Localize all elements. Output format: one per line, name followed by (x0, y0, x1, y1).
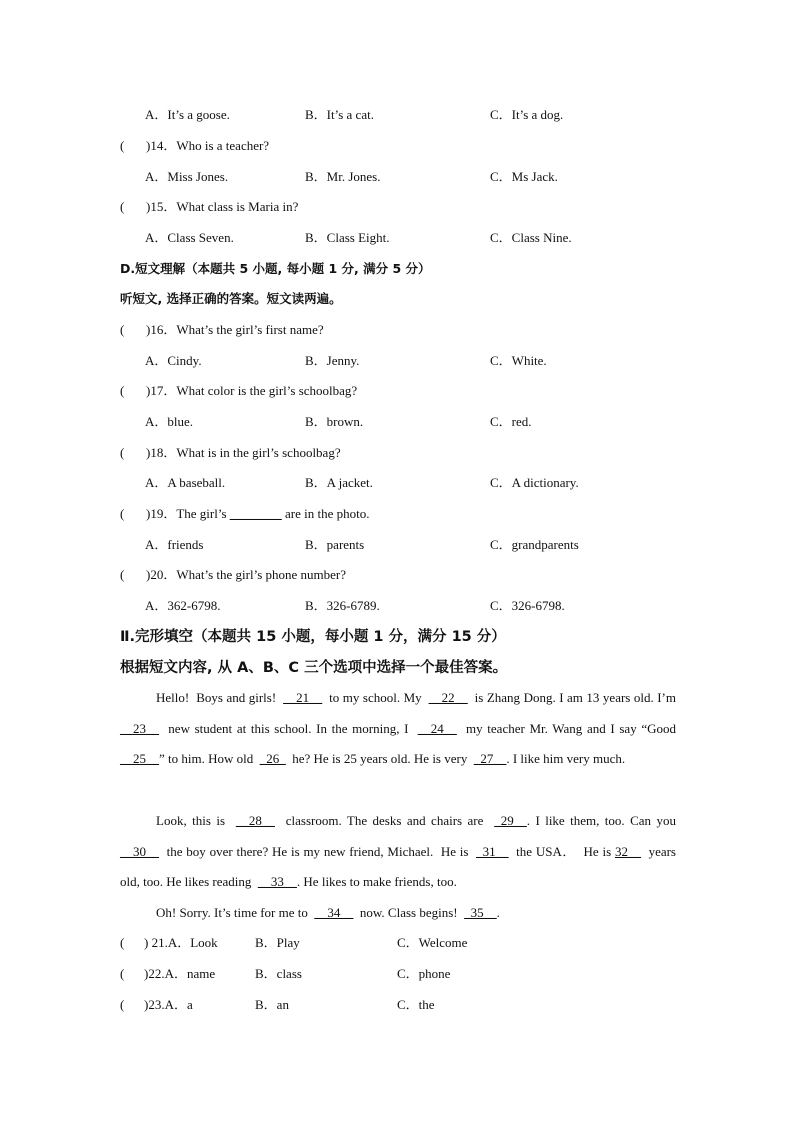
option-c: C．Ms Jack. (490, 169, 558, 184)
cloze-question-23 (120, 996, 680, 1014)
answer-paren: ( (120, 138, 125, 153)
option-a: A．friends (145, 537, 204, 552)
option-b: B．A jacket. (305, 475, 373, 490)
option-b: B．an (255, 997, 289, 1012)
option-c: C．326-6798. (490, 598, 565, 613)
question-20-options (145, 597, 705, 615)
option-b: B．326-6789. (305, 598, 380, 613)
blank-26: _26_ (259, 751, 286, 767)
answer-paren: ( (120, 506, 125, 521)
option-b: B．Class Eight. (305, 230, 390, 245)
question-14-stem (120, 137, 269, 155)
question-text: )15．What class is Maria in? (146, 199, 299, 214)
question-17-options (145, 413, 705, 431)
question-text-end: are in the photo. (281, 506, 370, 521)
passage-text: . I like him very much. (506, 751, 626, 767)
question-text: )20．What’s the girl’s phone number? (146, 567, 347, 582)
blank-32: 32__ (614, 843, 641, 859)
blank-33: __33__ (257, 874, 297, 890)
answer-paren: ( (120, 445, 125, 460)
option-b: B．Play (255, 935, 300, 950)
question-13-options (145, 106, 705, 124)
option-c: C．Class Nine. (490, 230, 572, 245)
blank-29: _29__ (494, 813, 527, 828)
question-15-stem (120, 198, 298, 216)
option-b: B．brown. (305, 414, 364, 429)
option-a: A．362-6798. (145, 598, 221, 613)
question-17-stem (120, 382, 357, 400)
passage-text: Hello! Boys and girls! (156, 690, 284, 705)
option-b: B．Jenny. (305, 353, 360, 368)
blank-27: _27__ (473, 751, 507, 767)
question-22-stem (120, 965, 215, 983)
option-b: B．parents (305, 537, 365, 552)
blank-28: __28__ (235, 813, 275, 828)
answer-paren: ( (120, 997, 125, 1012)
question-19-options (145, 536, 705, 554)
option-c: C．phone (397, 966, 451, 981)
blank-23: __23__ (120, 720, 159, 736)
option-a: )22.A．name (144, 966, 216, 981)
blank-31: _31__ (476, 843, 509, 859)
question-14-options (145, 168, 705, 186)
option-b: B．Mr. Jones. (305, 169, 381, 184)
answer-paren: ( (120, 383, 125, 398)
passage-text: Look, this is (156, 813, 236, 828)
blank-34: __34__ (314, 905, 354, 920)
blank-30: __30__ (120, 843, 159, 859)
passage-text: . I like them, too. Can you (526, 813, 683, 828)
question-text: )19．The girl’s (146, 506, 230, 521)
cloze-question-21 (120, 934, 680, 952)
option-b: B．It’s a cat. (305, 107, 374, 122)
question-text: )17．What color is the girl’s schoolbag? (146, 383, 358, 398)
question-19-stem (120, 505, 370, 523)
question-15-options (145, 229, 705, 247)
passage-text: to my school. My (322, 690, 429, 705)
section-ii-instruction: 根据短文内容, 从 A、B、C 三个选项中选择一个最佳答案。 (120, 660, 508, 676)
answer-blank: ________ (229, 506, 282, 521)
question-18-options (145, 474, 705, 492)
option-a: A．Class Seven. (145, 230, 234, 245)
passage-paragraph-1 (120, 683, 683, 775)
blank-22: __22__ (428, 690, 468, 705)
passage-text: . He likes to make friends, too. (296, 874, 457, 890)
passage-text: classroom. The desks and chairs are (274, 813, 495, 828)
question-21-stem (120, 934, 218, 952)
passage-text: Oh! Sorry. It’s time for me to (156, 905, 315, 920)
question-20-stem (120, 566, 346, 584)
passage-text: the boy over there? He is my new friend, Michael. He is (159, 843, 477, 859)
option-a: A．A baseball. (145, 475, 226, 490)
passage-text: now. Class begins! (353, 905, 465, 920)
cloze-question-22 (120, 965, 680, 983)
passage-text: he? He is 25 years old. He is very (285, 751, 474, 767)
passage-text: is Zhang Dong. I am 13 years old. I’m (467, 690, 683, 705)
option-a: )23.A．a (144, 997, 193, 1012)
question-16-options (145, 352, 705, 370)
option-a: A．It’s a goose. (145, 107, 230, 122)
question-16-stem (120, 321, 324, 339)
option-c: C．It’s a dog. (490, 107, 564, 122)
option-a: A．Miss Jones. (145, 169, 229, 184)
option-c: C．Welcome (397, 935, 468, 950)
blank-35: _35__ (464, 905, 497, 920)
answer-paren: ( (120, 567, 125, 582)
option-c: C．the (397, 997, 435, 1012)
section-ii-title: Ⅱ.完形填空（本题共 15 小题，每小题 1 分，满分 15 分） (120, 629, 506, 645)
question-18-stem (120, 444, 341, 462)
section-d-title: D.短文理解（本题共 5 小题, 每小题 1 分, 满分 5 分） (120, 261, 431, 276)
passage-text: ” to him. How old (159, 751, 260, 767)
blank-24: __24__ (417, 720, 457, 736)
option-c: C．red. (490, 414, 532, 429)
passage-text: . (496, 905, 500, 920)
option-a: A．Cindy. (145, 353, 202, 368)
passage-text: new student at this school. In the morning, I (159, 720, 418, 736)
option-c: C．grandparents (490, 537, 579, 552)
option-b: B．class (255, 966, 302, 981)
question-text: )14．Who is a teacher? (146, 138, 270, 153)
answer-paren: ( (120, 935, 125, 950)
option-c: C．White. (490, 353, 547, 368)
passage-text: my teacher Mr. Wang and I say “Good (456, 720, 683, 736)
answer-paren: ( (120, 966, 125, 981)
passage-paragraph-3 (120, 898, 676, 929)
answer-paren: ( (120, 322, 125, 337)
passage-text: the USA． He is (508, 843, 615, 859)
blank-25: __25__ (120, 751, 159, 767)
question-23-stem (120, 996, 193, 1014)
question-text: )18．What is in the girl’s schoolbag? (146, 445, 341, 460)
option-a: ) 21.A．Look (144, 935, 218, 950)
blank-21: __21__ (283, 690, 323, 705)
question-text: )16．What’s the girl’s first name? (146, 322, 324, 337)
option-a: A．blue. (145, 414, 194, 429)
answer-paren: ( (120, 199, 125, 214)
section-d-instruction: 听短文, 选择正确的答案。短文读两遍。 (120, 291, 342, 306)
passage-text: years old, too. He likes reading (120, 843, 680, 890)
passage-paragraph-2 (120, 806, 683, 898)
option-c: C．A dictionary. (490, 475, 579, 490)
